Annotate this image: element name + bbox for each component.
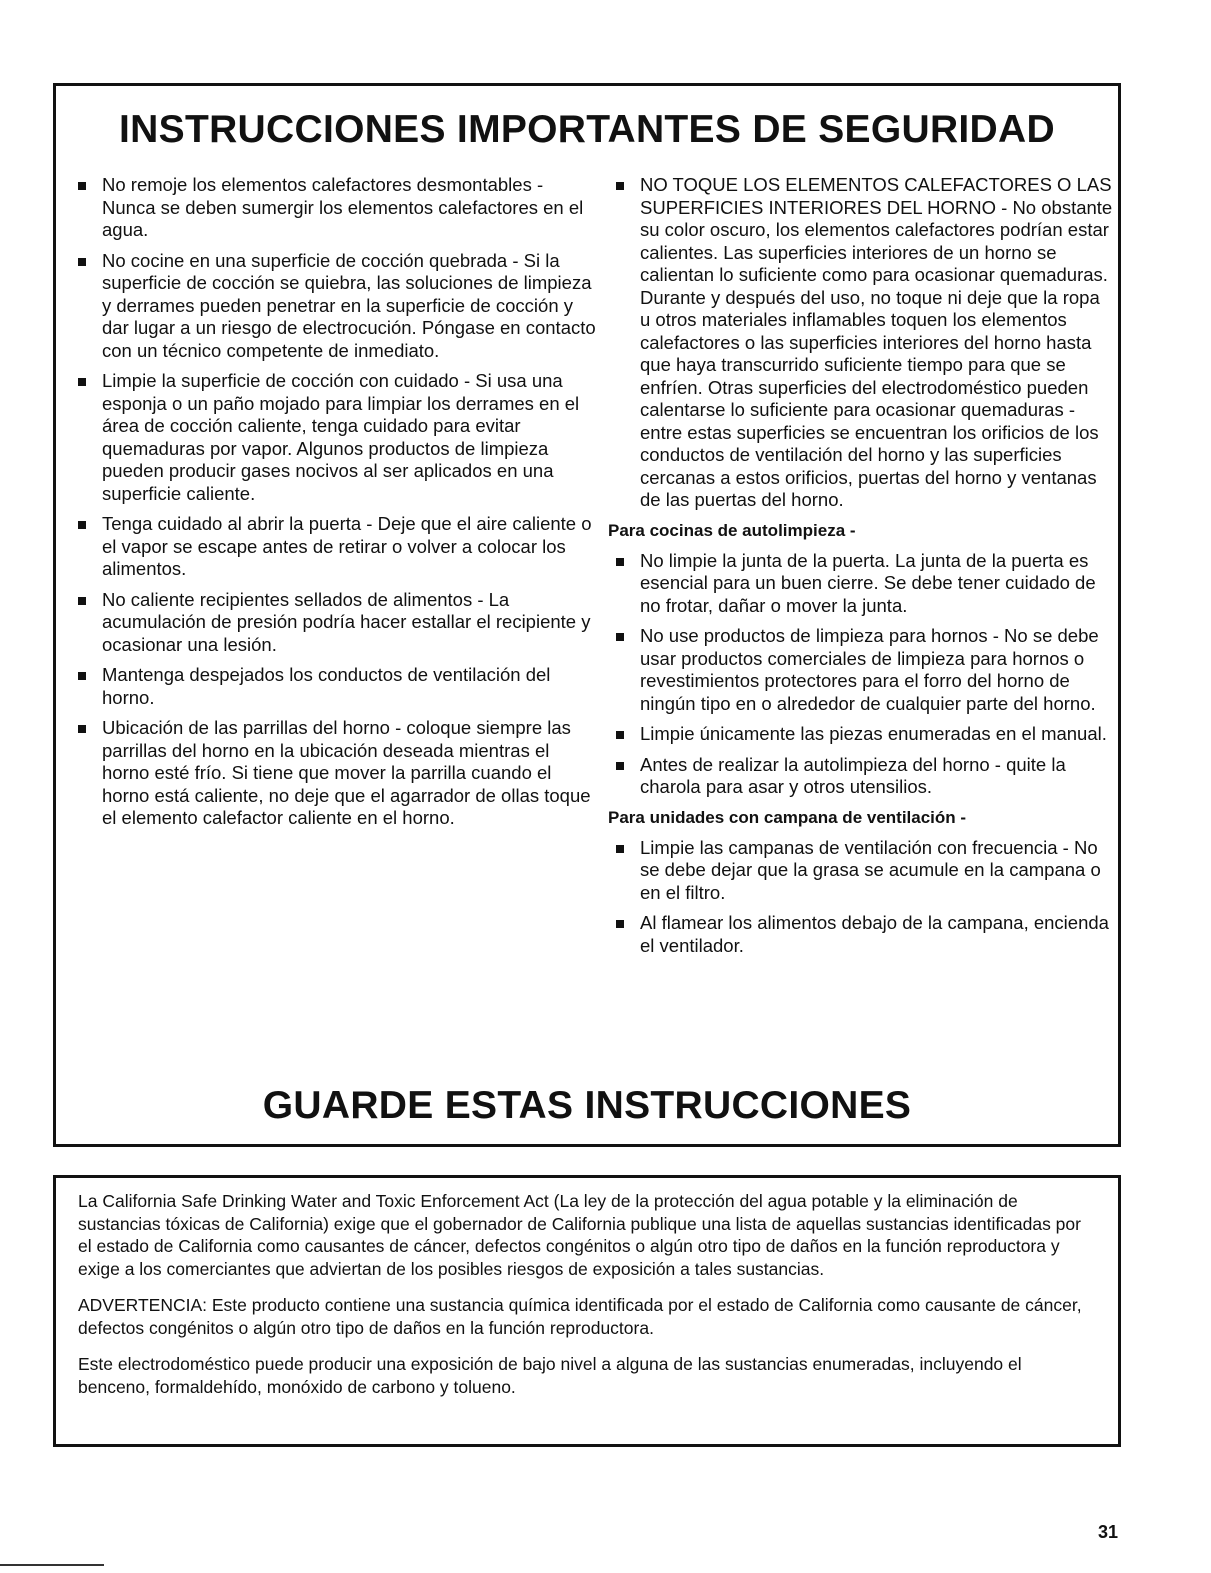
california-notice-box bbox=[53, 1175, 1121, 1447]
bullet-icon bbox=[616, 731, 624, 739]
bullet-icon bbox=[616, 762, 624, 770]
list-item: No limpie la junta de la puerta. La junta de la puerta es esencial para un buen cierre. Se debe tener cuidado de no frotar, dañar o mover la junta. bbox=[604, 550, 1114, 618]
save-instructions-title: GUARDE ESTAS INSTRUCCIONES bbox=[262, 1084, 912, 1127]
bullet-icon bbox=[616, 558, 624, 566]
list-item: No remoje los elementos calefactores desmontables - Nunca se deben sumergir los elementos calefactores en el agua. bbox=[66, 174, 596, 242]
list-item: Antes de realizar la autolimpieza del horno - quite la charola para asar y otros utensilios. bbox=[604, 754, 1114, 799]
bullet-icon bbox=[616, 920, 624, 928]
bullet-icon bbox=[616, 182, 624, 190]
safety-title: INSTRUCCIONES IMPORTANTES DE SEGURIDAD bbox=[119, 108, 1055, 151]
list-item: Limpie únicamente las piezas enumeradas en el manual. bbox=[604, 723, 1114, 746]
bullet-icon bbox=[78, 597, 86, 605]
bullet-icon bbox=[78, 521, 86, 529]
bullet-icon bbox=[78, 725, 86, 733]
warning-paragraph: ADVERTENCIA: Este producto contiene una sustancia química identificada por el estado de California como causante de cáncer, defectos congénitos o algún otro tipo de daños en la función reproductora. bbox=[78, 1295, 1082, 1338]
list-item: Limpie la superficie de cocción con cuidado - Si usa una esponja o un paño mojado para limpiar los derrames en el área de cocción caliente, tenga cuidado para evitar quemaduras por vapor. Algunos productos de limpieza pueden producir gases nocivos al ser aplicados en una superficie caliente. bbox=[66, 370, 596, 505]
list-item: Mantenga despejados los conductos de ventilación del horno. bbox=[66, 664, 596, 709]
california-paragraph: La California Safe Drinking Water and Toxic Enforcement Act (La ley de la protección del agua potable y la eliminación de sustancias tóxicas de California) exige que el gobernador de California publique una lista de aquellas sustancias identificadas por el estado de California como causantes de cáncer, defectos congénitos o algún otro tipo de daños en la función reproductora y exige a los comerciantes que adviertan de los posibles riesgos de exposición a tales sustancias. bbox=[78, 1191, 1081, 1279]
safety-instructions-box bbox=[53, 83, 1121, 1147]
footer-rule bbox=[0, 1564, 104, 1566]
list-item: NO TOQUE LOS ELEMENTOS CALEFACTORES O LAS SUPERFICIES INTERIORES DEL HORNO - No obstante su color oscuro, los elementos calefactores podrían estar calientes. Las superficies interiores de un horno se calientan lo suficiente como para ocasionar quemaduras. Durante y después del uso, no toque ni deje que la ropa u otros materiales inflamables toquen los elementos calefactores o las superficies interiores del horno hasta que haya transcurrido suficiente tiempo para que se enfríen. Otras superficies del electrodoméstico pueden calentarse lo suficiente para ocasionar quemaduras - entre estas superficies se encuentran los orificios de los conductos de ventilación del horno y las superficies cercanas a estos orificios, puertas del horno y ventanas de las puertas del horno. bbox=[604, 174, 1114, 512]
self-clean-heading: Para cocinas de autolimpieza - bbox=[608, 520, 856, 540]
list-item: Tenga cuidado al abrir la puerta - Deje que el aire caliente o el vapor se escape antes de retirar o volver a colocar los alimentos. bbox=[66, 513, 596, 581]
right-column bbox=[604, 174, 1114, 965]
bullet-icon bbox=[78, 258, 86, 266]
bullet-icon bbox=[78, 182, 86, 190]
list-item: Al flamear los alimentos debajo de la campana, encienda el ventilador. bbox=[604, 912, 1114, 957]
bullet-icon bbox=[616, 633, 624, 641]
list-item: Ubicación de las parrillas del horno - coloque siempre las parrillas del horno en la ubicación deseada mientras el horno esté frío. Si tiene que mover la parrilla cuando el horno está caliente, no deje que el agarrador de ollas toque el elemento calefactor caliente en el horno. bbox=[66, 717, 596, 830]
list-item: No cocine en una superficie de cocción quebrada - Si la superficie de cocción se quiebra, las soluciones de limpieza y derrames pueden penetrar en la superficie de cocción y dar lugar a un riesgo de electrocución. Póngase en contacto con un técnico competente de inmediato. bbox=[66, 250, 596, 363]
vent-heading: Para unidades con campana de ventilación - bbox=[608, 807, 967, 827]
list-item: No caliente recipientes sellados de alimentos - La acumulación de presión podría hacer estallar el recipiente y ocasionar una lesión. bbox=[66, 589, 596, 657]
list-item: No use productos de limpieza para hornos - No se debe usar productos comerciales de limpieza para hornos o revestimientos protectores para el forro del horno de ningún tipo en o alrededor de cualquier parte del horno. bbox=[604, 625, 1114, 715]
bullet-icon bbox=[78, 672, 86, 680]
bullet-icon bbox=[78, 378, 86, 386]
page-number: 31 bbox=[1098, 1522, 1119, 1542]
bullet-icon bbox=[616, 845, 624, 853]
left-column bbox=[66, 174, 596, 838]
exposure-paragraph: Este electrodoméstico puede producir una exposición de bajo nivel a alguna de las sustancias enumeradas, incluyendo el benceno, formaldehído, monóxido de carbono y tolueno. bbox=[78, 1354, 1022, 1397]
list-item: Limpie las campanas de ventilación con frecuencia - No se debe dejar que la grasa se acumule en la campana o en el filtro. bbox=[604, 837, 1114, 905]
